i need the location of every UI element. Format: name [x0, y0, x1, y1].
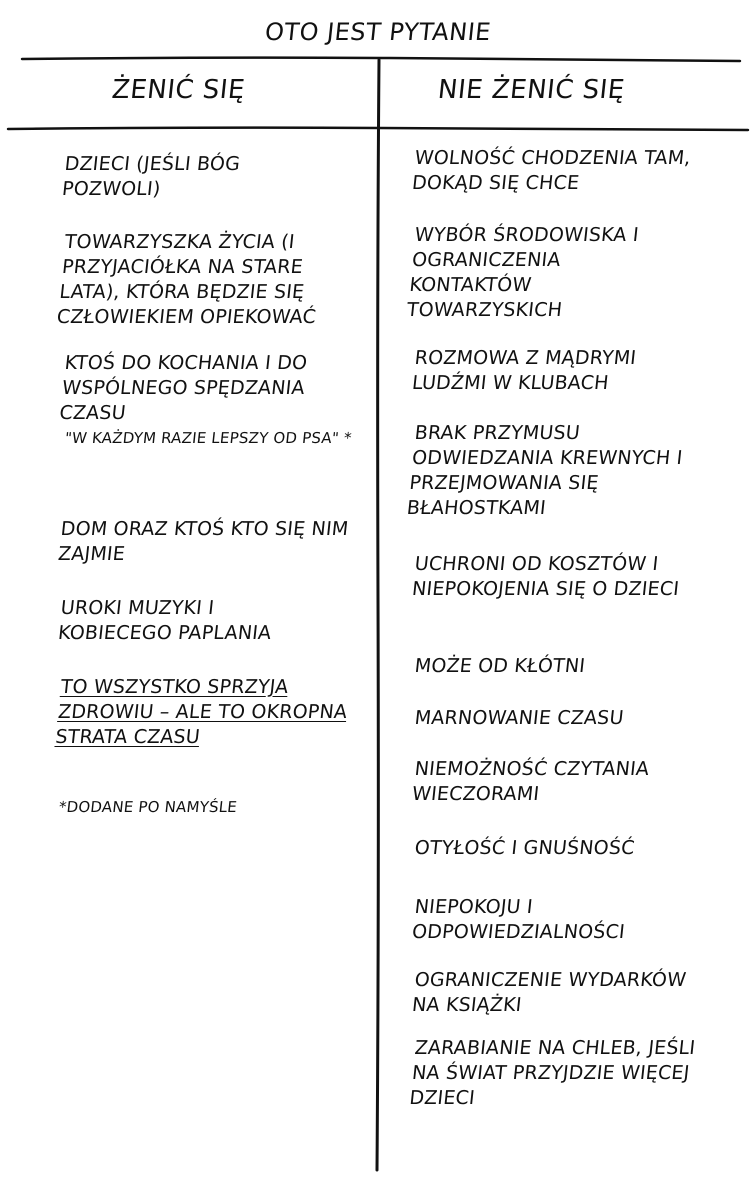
- list-item: DZIECI (JEŚLI BÓG POZWOLI): [60, 153, 242, 200]
- list-item: UROKI MUZYKI I KOBIECEGO PAPLANIA: [56, 597, 273, 644]
- list-item: BRAK PRZYMUSU ODWIEDZANIA KREWNYCH I PRZEJMOWANIA SIĘ BŁAHOSTKAMI: [405, 422, 684, 519]
- conclusion-text: TO WSZYSTKO SPRZYJA ZDROWIU – ALE TO OKROPNA STRATA CZASU: [54, 676, 349, 748]
- list-item: ROZMOWA Z MĄDRYMI LUDŹMI W KLUBACH: [410, 347, 638, 394]
- list-item: UCHRONI OD KOSZTÓW I NIEPOKOJENIA SIĘ O DZIECI: [410, 553, 681, 600]
- list-item: OGRANICZENIE WYDARKÓW NA KSIĄŻKI: [410, 969, 688, 1016]
- list-item: DOM ORAZ KTOŚ KTO SIĘ NIM ZAJMIE: [56, 518, 350, 565]
- list-item-note: "W KAŻDYM RAZIE LEPSZY OD PSA" *: [64, 429, 353, 447]
- list-item: TOWARZYSZKA ŻYCIA (I PRZYJACIÓŁKA NA STARE LATA), KTÓRA BĘDZIE SIĘ CZŁOWIEKIEM OPIEKOWAĆ: [55, 231, 318, 328]
- footnote: *DODANE PO NAMYŚLE: [58, 798, 238, 816]
- center-divider: [377, 60, 379, 1170]
- column-header-not-marry: NIE ŻENIĆ SIĘ: [436, 75, 627, 105]
- list-item: KTOŚ DO KOCHANIA I DO WSPÓLNEGO SPĘDZANIA CZASU: [58, 352, 309, 424]
- list-item: OTYŁOŚĆ I GNUŚNOŚĆ: [413, 837, 636, 859]
- list-item: NIEPOKOJU I ODPOWIEDZIALNOŚCI: [410, 896, 627, 943]
- list-item-conclusion: [54, 675, 352, 750]
- page-title: OTO JEST PYTANIE: [263, 18, 493, 46]
- list-item: MARNOWANIE CZASU: [413, 707, 625, 729]
- list-item: NIEMOŻNOŚĆ CZYTANIA WIECZORAMI: [410, 758, 651, 805]
- list-item: WOLNOŚĆ CHODZENIA TAM, DOKĄD SIĘ CHCE: [410, 147, 692, 194]
- column-header-marry: ŻENIĆ SIĘ: [110, 75, 247, 105]
- list-item: WYBÓR ŚRODOWISKA I OGRANICZENIA KONTAKTÓW TOWARZYSKICH: [405, 224, 640, 321]
- list-item: ZARABIANIE NA CHLEB, JEŚLI NA ŚWIAT PRZYJDZIE WIĘCEJ DZIECI: [408, 1037, 697, 1109]
- list-item: MOŻE OD KŁÓTNI: [413, 655, 587, 677]
- top-rule: [22, 58, 740, 61]
